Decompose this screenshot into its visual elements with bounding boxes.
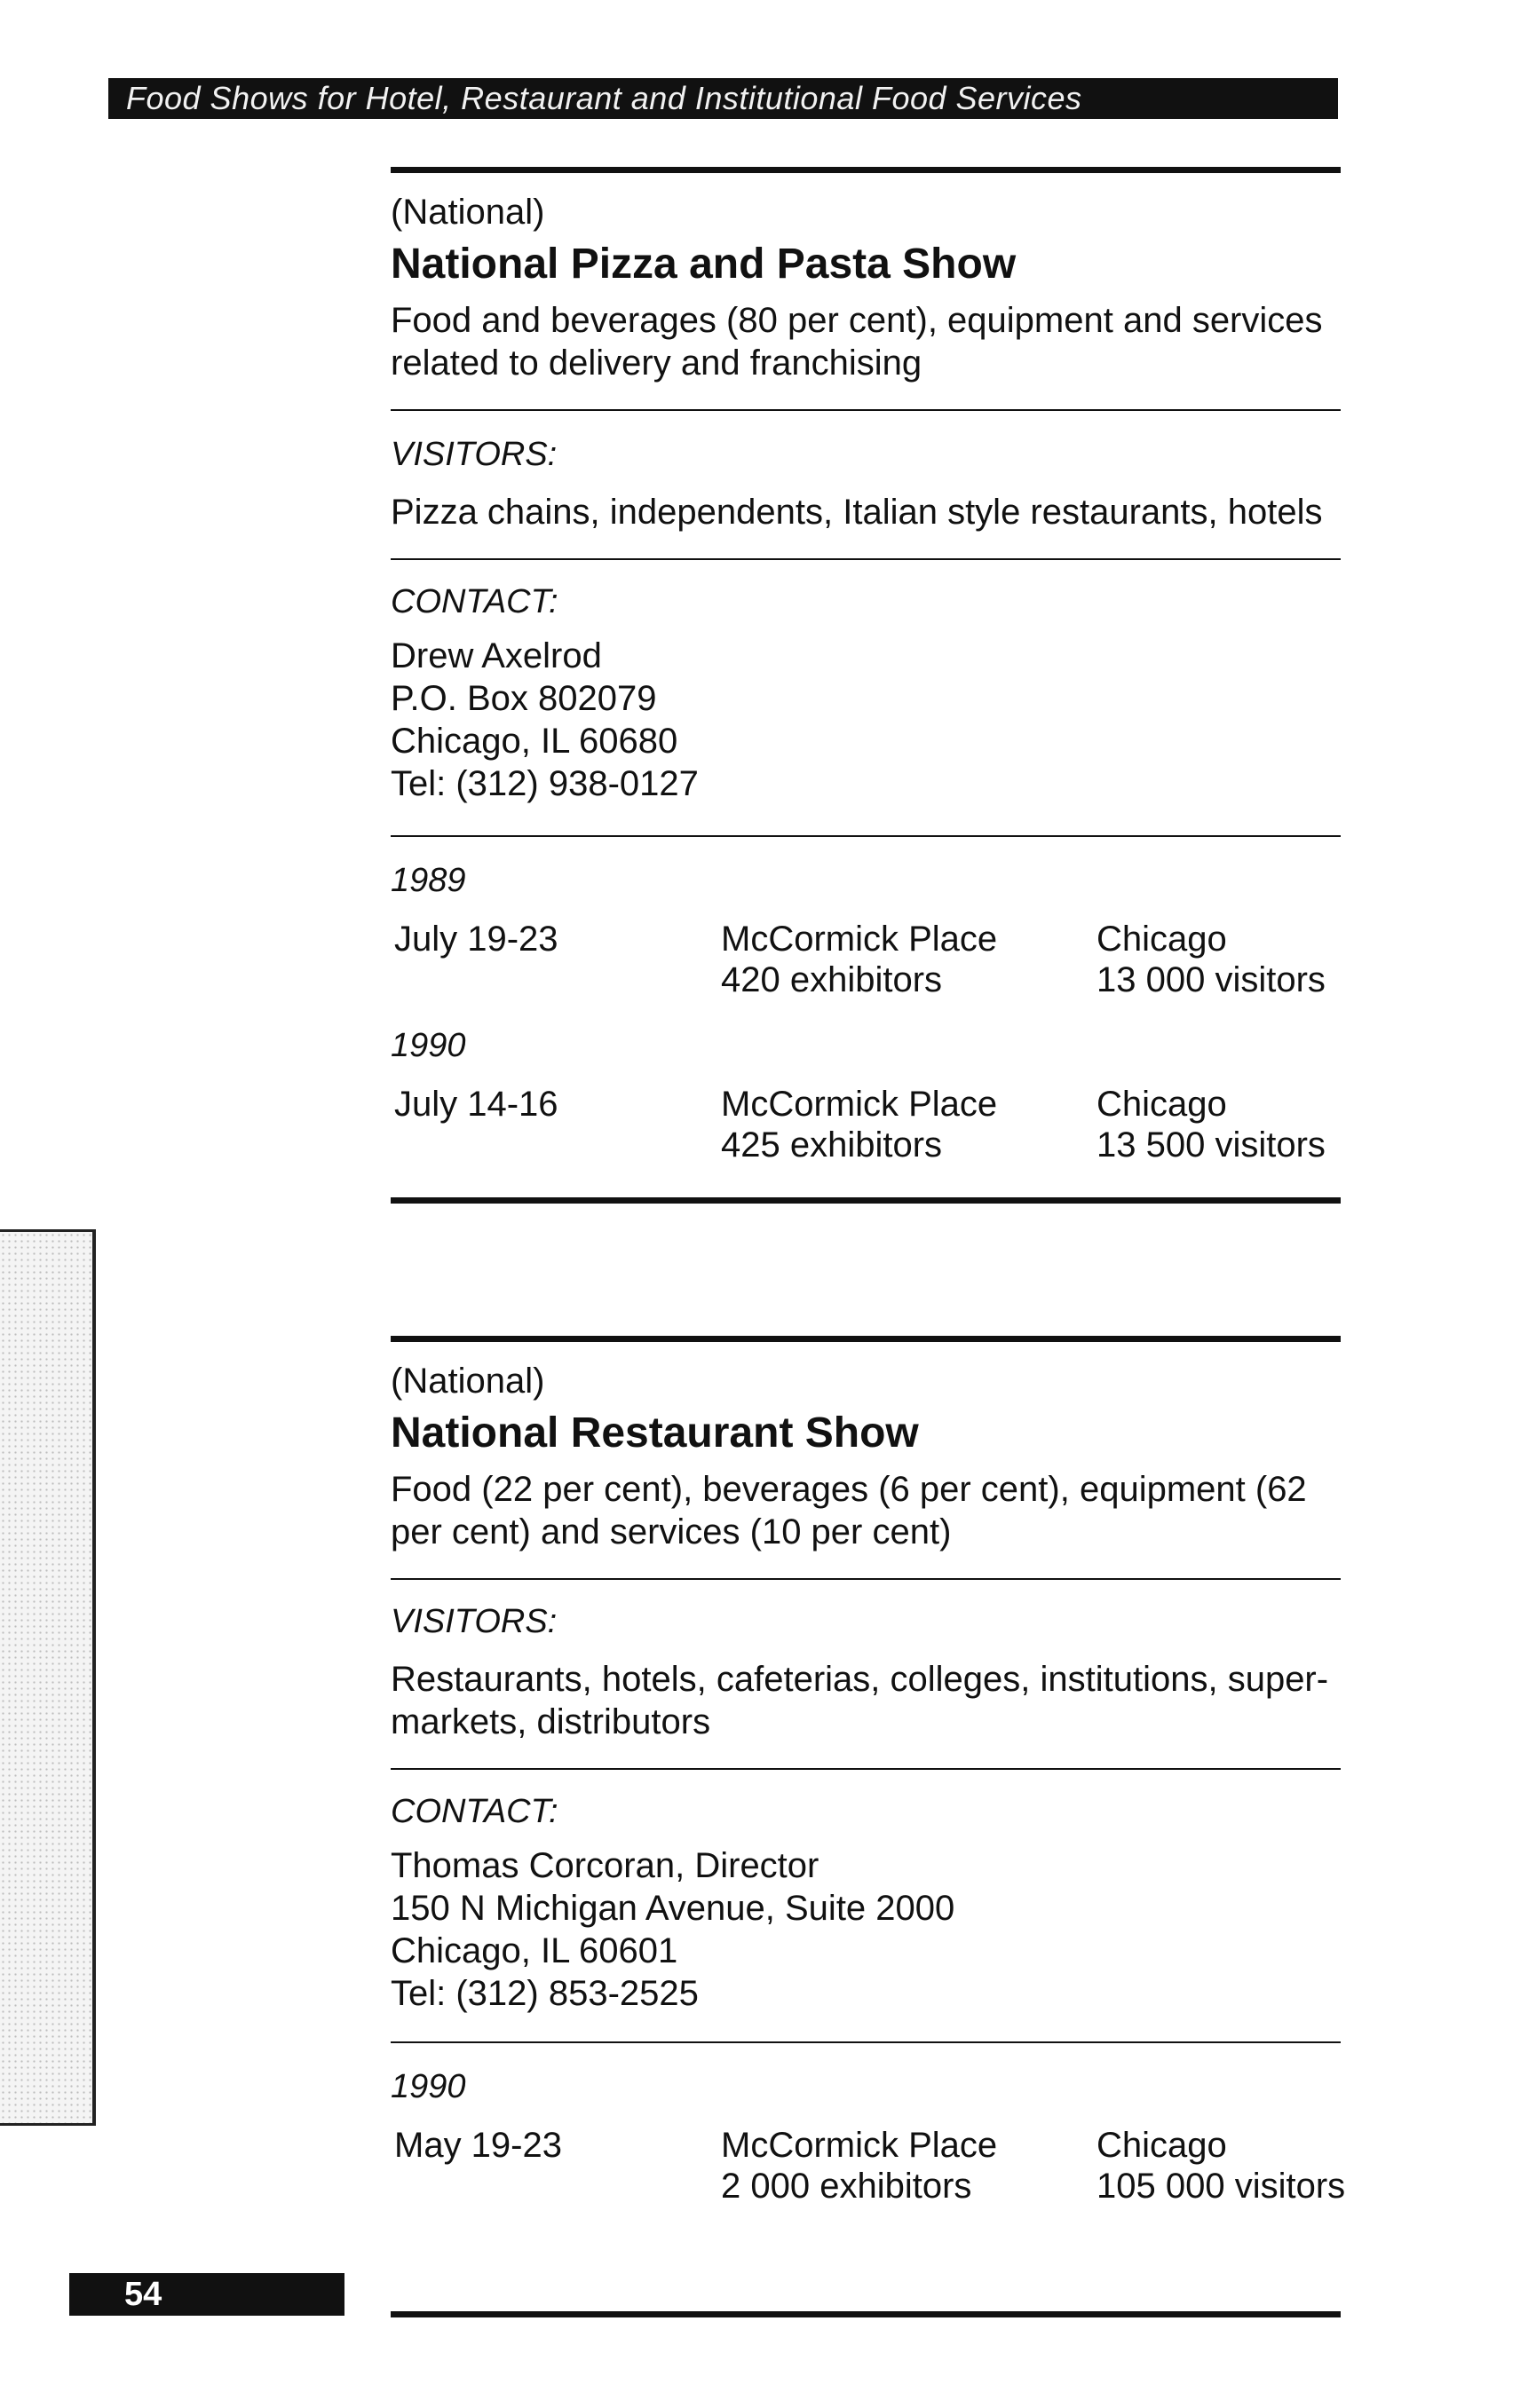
visitors-text: Restaurants, hotels, cafeterias, colleges, institutions, super-markets, distributors: [391, 1660, 1329, 1741]
divider: [391, 2041, 1341, 2043]
side-thumb-tab: [0, 1229, 96, 2126]
contact-label: CONTACT:: [391, 583, 558, 620]
contact-line: 150 N Michigan Avenue, Suite 2000: [391, 1889, 955, 1928]
top-rule: [391, 1336, 1341, 1342]
contact-block: [391, 1844, 1341, 2015]
contact-line: P.O. Box 802079: [391, 679, 657, 718]
top-rule: [391, 167, 1341, 173]
schedule-exhibitors: 420 exhibitors: [721, 960, 943, 999]
year-label: 1990: [391, 1027, 466, 1064]
section-header-title: Food Shows for Hotel, Restaurant and Institutional Food Services: [126, 80, 1082, 116]
entry-title: National Pizza and Pasta Show: [391, 241, 1017, 288]
schedule-visitors: 13 000 visitors: [1097, 960, 1326, 999]
entry-scope: (National): [391, 1362, 545, 1401]
schedule-exhibitors: 2 000 exhibitors: [721, 2167, 972, 2206]
contact-block: [391, 635, 1341, 805]
schedule-city: Chicago: [1097, 2126, 1227, 2165]
page-bottom-rule: [391, 2311, 1341, 2317]
schedule-city-cell: [1097, 1084, 1326, 1165]
visitors-text: Pizza chains, independents, Italian style restaurants, hotels: [391, 493, 1323, 532]
schedule-dates: July 14-16: [394, 1085, 558, 1124]
schedule-row: [391, 1084, 1341, 1172]
entry-description: Food and beverages (80 per cent), equipment and services related to delivery and franchising: [391, 301, 1323, 383]
visitors-label: VISITORS:: [391, 1603, 558, 1640]
year-label: 1990: [391, 2068, 466, 2105]
contact-line: Chicago, IL 60680: [391, 722, 678, 761]
schedule-city: Chicago: [1097, 920, 1227, 959]
visitors-label: VISITORS:: [391, 436, 558, 473]
divider: [391, 1768, 1341, 1770]
divider: [391, 409, 1341, 411]
divider: [391, 558, 1341, 560]
schedule-visitors: 13 500 visitors: [1097, 1125, 1326, 1165]
schedule-row: [391, 919, 1341, 1007]
contact-line: Tel: (312) 938-0127: [391, 764, 699, 803]
schedule-city-cell: [1097, 2125, 1345, 2207]
schedule-venue: McCormick Place: [721, 920, 998, 959]
schedule-venue-cell: [721, 1084, 997, 1165]
entry-scope: (National): [391, 193, 545, 232]
page-number: 54: [69, 2273, 344, 2316]
bottom-rule: [391, 1197, 1341, 1204]
section-header-band: [108, 78, 1338, 119]
schedule-venue-cell: [721, 2125, 997, 2207]
schedule-city: Chicago: [1097, 1085, 1227, 1124]
entry-title: National Restaurant Show: [391, 1409, 919, 1457]
contact-label: CONTACT:: [391, 1793, 558, 1830]
contact-line: Chicago, IL 60601: [391, 1931, 678, 1970]
divider: [391, 835, 1341, 837]
contact-line: Thomas Corcoran, Director: [391, 1846, 819, 1885]
schedule-row: [391, 2125, 1346, 2214]
show-entry-pizza-pasta: [391, 167, 1341, 1204]
entry-description: Food (22 per cent), beverages (6 per cent), equipment (62 per cent) and services (10 per cent): [391, 1470, 1307, 1551]
schedule-venue: McCormick Place: [721, 2126, 998, 2165]
schedule-dates: July 19-23: [394, 920, 558, 959]
divider: [391, 1578, 1341, 1580]
year-label: 1989: [391, 862, 466, 899]
schedule-dates: May 19-23: [394, 2126, 562, 2165]
schedule-city-cell: [1097, 919, 1326, 1000]
contact-line: Drew Axelrod: [391, 636, 602, 675]
show-entry-restaurant: [391, 1336, 1346, 2214]
schedule-exhibitors: 425 exhibitors: [721, 1125, 943, 1165]
schedule-venue-cell: [721, 919, 997, 1000]
schedule-venue: McCormick Place: [721, 1085, 998, 1124]
schedule-visitors: 105 000 visitors: [1097, 2167, 1346, 2206]
contact-line: Tel: (312) 853-2525: [391, 1974, 699, 2013]
